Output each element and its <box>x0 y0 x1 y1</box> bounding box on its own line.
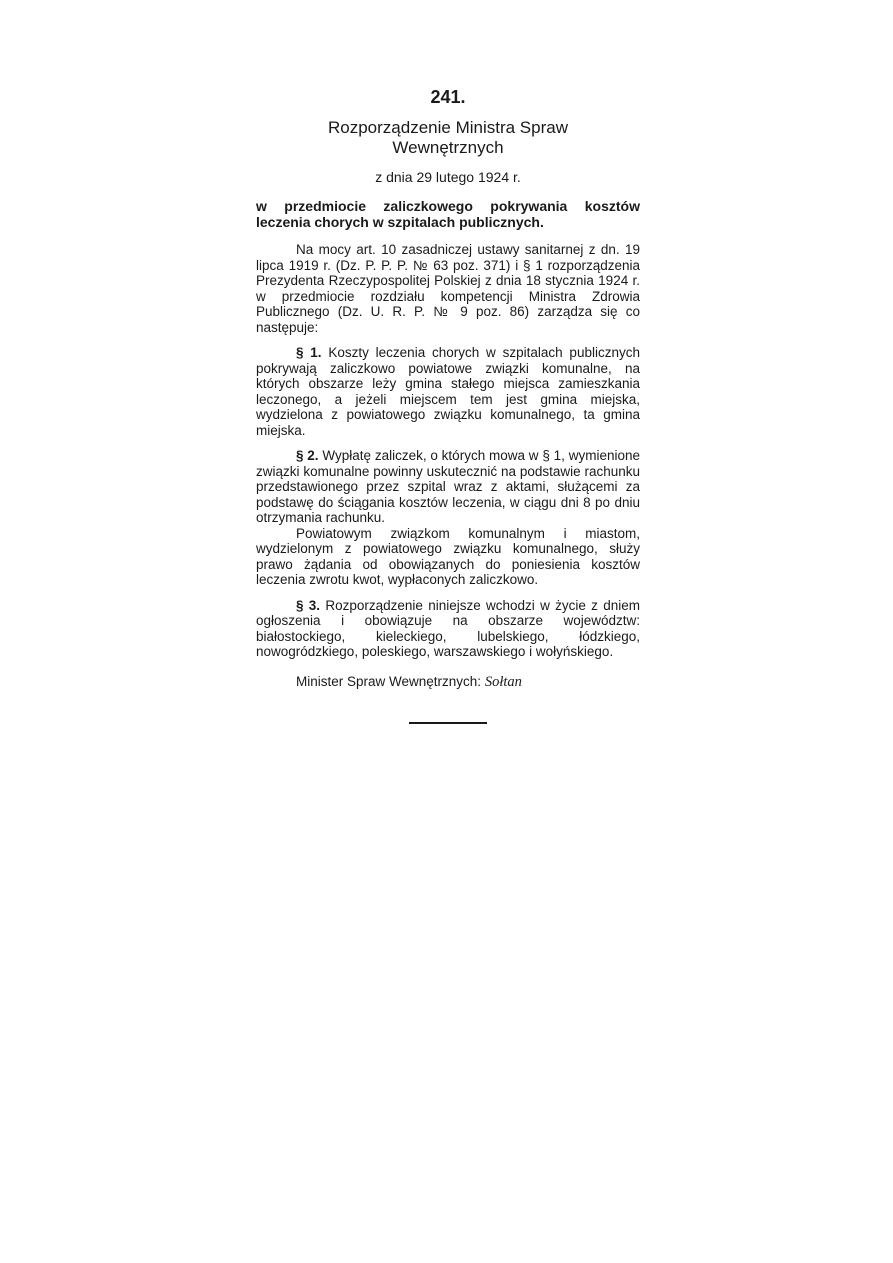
document-date: z dnia 29 lutego 1924 r. <box>375 169 521 185</box>
signature-label: Minister Spraw Wewnętrznych: <box>296 673 482 689</box>
section-2-continuation: Powiatowym związkom komunalnym i miastom, wydzielonym z powiatowego związku komunalnego, służy prawo żądania od obowiązanych do poniesienia kosztów leczenia zwrotu kwot, wypłaconych zaliczkowo. <box>256 525 640 587</box>
section-3-mark: § 3. <box>296 597 321 613</box>
section-2 <box>256 448 640 526</box>
section-1-text: Koszty leczenia chorych w szpitalach publicznych pokrywają zaliczkowo powiatowe związki komunalne, na których obszarze leży gmina stałego miejsca zamieszkania leczonego, a jeżeli miejscem tem jest gmina miejska, wydzielona z powiatowego związku komunalnego, ta gmina miejska. <box>256 345 640 438</box>
document-subject: w przedmiocie zaliczkowego pokrywania kosztów leczenia chorych w szpitalach publicznych. <box>256 198 640 230</box>
section-1 <box>256 345 640 438</box>
document-number: 241. <box>430 87 466 107</box>
section-3-text: Rozporządzenie niniejsze wchodzi w życie z dniem ogłoszenia i obowiązuje na obszarze województw: białostockiego, kieleckiego, lubelskiego, łódzkiego, nowogródzkiego, poleskiego, warszawskiego i wołyńskiego. <box>256 597 640 659</box>
signature-name: Sołtan <box>484 673 522 690</box>
title-line-1: Rozporządzenie Ministra Spraw <box>328 118 568 137</box>
closing-rule <box>409 722 487 724</box>
section-1-mark: § 1. <box>296 345 322 360</box>
document-title <box>256 118 640 158</box>
preamble: Na mocy art. 10 zasadniczej ustawy sanitarnej z dn. 19 lipca 1919 r. (Dz. P. P. P. № 63 poz. 371) i § 1 rozporządzenia Prezydenta Rzeczypospolitej Polskiej z dnia 18 stycznia 1924 r. w przedmiocie rozdziału kompetencji Ministra Zdrowia Publicznego (Dz. U. R. P. № 9 poz. 86) zarządza się co następuje: <box>256 242 640 335</box>
section-2-text: Wypłatę zaliczek, o których mowa w § 1, wymienione związki komunalne powinny uskutecznić na podstawie rachunku przedstawionego przez szpital wraz z aktami, służącemi za podstawę do ściągania kosztów leczenia, w ciągu dni 8 po dniu otrzymania rachunku. <box>256 448 640 525</box>
title-line-2: Wewnętrznych <box>392 138 504 157</box>
document-page <box>256 86 640 724</box>
section-2-mark: § 2. <box>296 448 319 463</box>
signature <box>296 674 640 690</box>
section-3 <box>256 598 640 660</box>
